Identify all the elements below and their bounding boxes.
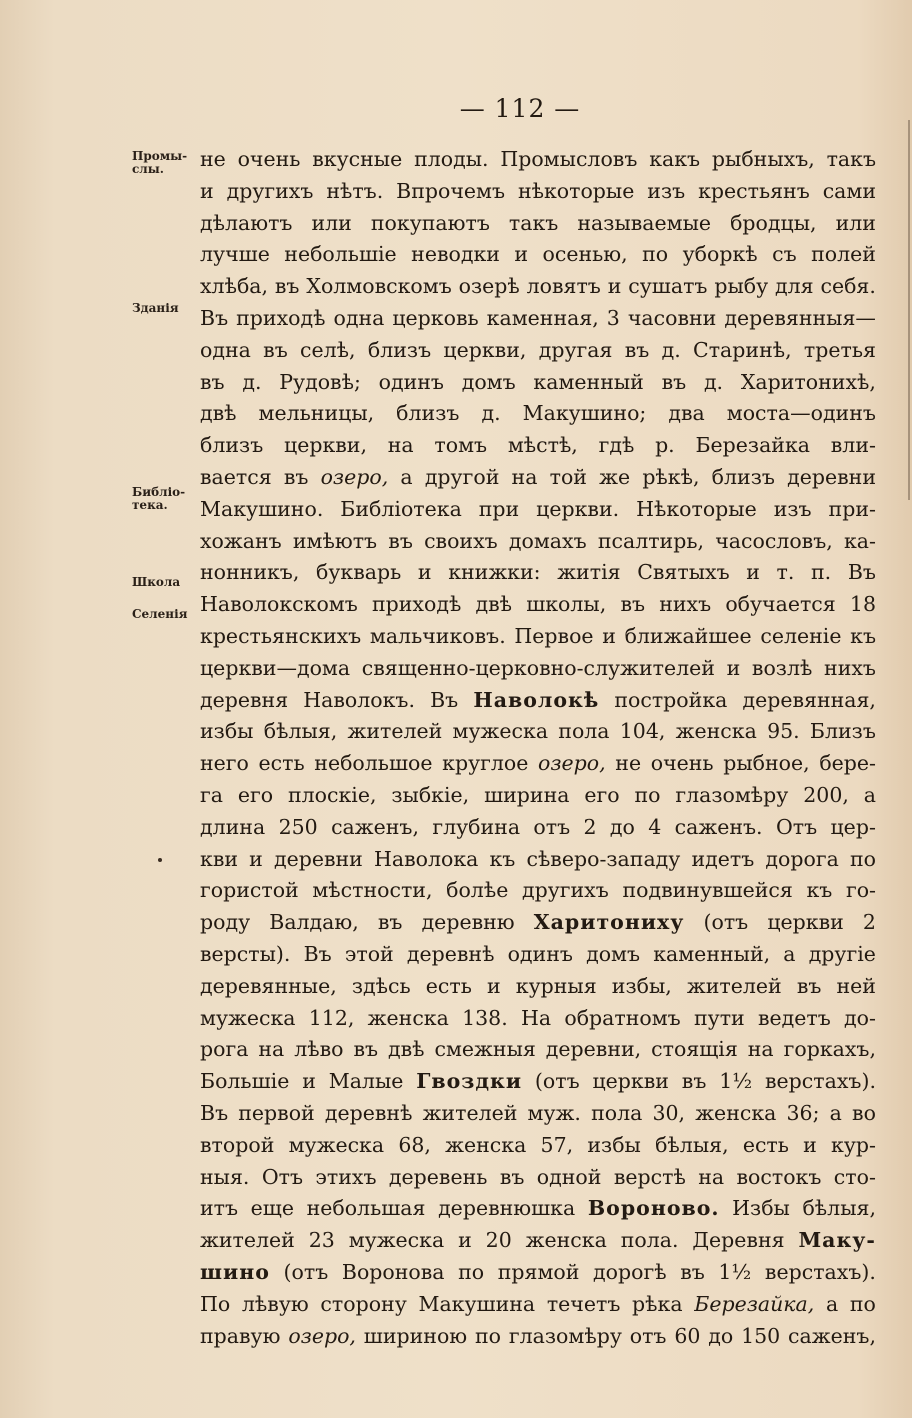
text-line: нонникъ, букварь и книжки: житія Святыхъ и т. п. Въ: [200, 560, 876, 585]
text-line: га его плоскіе, зыбкіе, ширина его по глазомѣру 200, а: [200, 783, 876, 807]
text-line: въ д. Рудовѣ; одинъ домъ каменный въ д. Харитонихѣ,: [200, 369, 876, 394]
text-line: и другихъ нѣтъ. Впрочемъ нѣкоторые изъ крестьянъ сами: [200, 178, 876, 203]
text-line: ныя. Отъ этихъ деревень въ одной верстѣ на востокъ сто-: [200, 1164, 876, 1189]
text-line: одна въ селѣ, близъ церкви, другая въ д. Старинѣ, третья: [200, 337, 876, 362]
text-line: кви и деревни Наволока къ сѣверо-западу идетъ дорога по: [200, 846, 876, 871]
text-line: крестьянскихъ мальчиковъ. Первое и ближайшее селеніе къ: [200, 624, 876, 648]
margin-note: Школа: [132, 575, 181, 589]
text-line: гористой мѣстности, болѣе другихъ подвинувшейся къ го-: [200, 878, 876, 903]
text-line: хлѣба, въ Холмовскомъ озерѣ ловятъ и сушатъ рыбу для себя.: [200, 274, 876, 299]
text-line: итъ еще небольшая деревнюшка Вороново. Избы бѣлыя,: [200, 1196, 876, 1221]
ink-speck: [158, 858, 162, 862]
text-line: него есть небольшое круглое озеро, не очень рыбное, бере-: [200, 751, 876, 776]
text-line: Въ первой деревнѣ жителей муж. пола 30, женска 36; а во: [200, 1101, 876, 1125]
text-line: роду Валдаю, въ деревню Харитониху (отъ церкви 2: [200, 910, 876, 935]
text-line: рога на лѣво въ двѣ смежныя деревни, стоящія на горкахъ,: [200, 1037, 876, 1062]
text-line: близъ церкви, на томъ мѣстѣ, гдѣ р. Березайка вли-: [200, 433, 876, 458]
text-line: шино (отъ Воронова по прямой дорогѣ въ 1½ верстахъ).: [200, 1260, 876, 1284]
margin-note: Библіо-тека.: [132, 485, 186, 512]
text-line: лучше небольшіе неводки и осенью, по уборкѣ съ полей: [200, 242, 876, 267]
text-line: длина 250 саженъ, глубина отъ 2 до 4 саженъ. Отъ цер-: [200, 814, 876, 839]
text-line: правую озеро, шириною по глазомѣру отъ 60 до 150 саженъ,: [200, 1323, 876, 1348]
text-line: жителей 23 мужеска и 20 женска пола. Деревня Маку-: [200, 1228, 876, 1253]
text-line: Макушино. Библіотека при церкви. Нѣкоторые изъ при-: [200, 496, 876, 521]
text-line: Большіе и Малые Гвоздки (отъ церкви въ 1½ верстахъ).: [200, 1069, 876, 1094]
margin-note: Промы-слы.: [132, 149, 188, 176]
text-line: деревянные, здѣсь есть и курныя избы, жителей въ ней: [200, 973, 876, 998]
text-line: избы бѣлыя, жителей мужеска пола 104, женска 95. Близъ: [200, 719, 876, 744]
text-line: хожанъ имѣютъ въ своихъ домахъ псалтирь, часословъ, ка-: [200, 528, 876, 553]
margin-note: Селенія: [132, 607, 188, 621]
text-line: версты). Въ этой деревнѣ одинъ домъ каменный, а другіе: [200, 942, 876, 966]
text-line: дѣлаютъ или покупаютъ такъ называемые бродцы, или: [200, 210, 876, 235]
text-line: второй мужеска 68, женска 57, избы бѣлыя, есть и кур-: [200, 1132, 876, 1157]
text-line: двѣ мельницы, близъ д. Макушино; два моста—одинъ: [200, 401, 876, 426]
margin-note: Зданія: [132, 301, 179, 315]
text-line: Въ приходѣ одна церковь каменная, 3 часовни деревянныя—: [200, 306, 876, 330]
text-line: По лѣвую сторону Макушина течетъ рѣка Березайка, а по: [200, 1291, 876, 1316]
page-number: — 112 —: [459, 94, 581, 123]
page-edge-shadow: [908, 120, 910, 500]
text-line: вается въ озеро, а другой на той же рѣкѣ, близъ деревни: [200, 465, 876, 489]
text-line: церкви—дома священно-церковно-служителей и возлѣ нихъ: [200, 655, 876, 680]
text-line: Наволокскомъ приходѣ двѣ школы, въ нихъ обучается 18: [200, 592, 876, 617]
text-line: деревня Наволокъ. Въ Наволокѣ постройка деревянная,: [200, 687, 876, 712]
text-line: мужеска 112, женска 138. На обратномъ пути ведетъ до-: [200, 1005, 876, 1030]
text-line: не очень вкусные плоды. Промысловъ какъ рыбныхъ, такъ: [200, 147, 876, 171]
